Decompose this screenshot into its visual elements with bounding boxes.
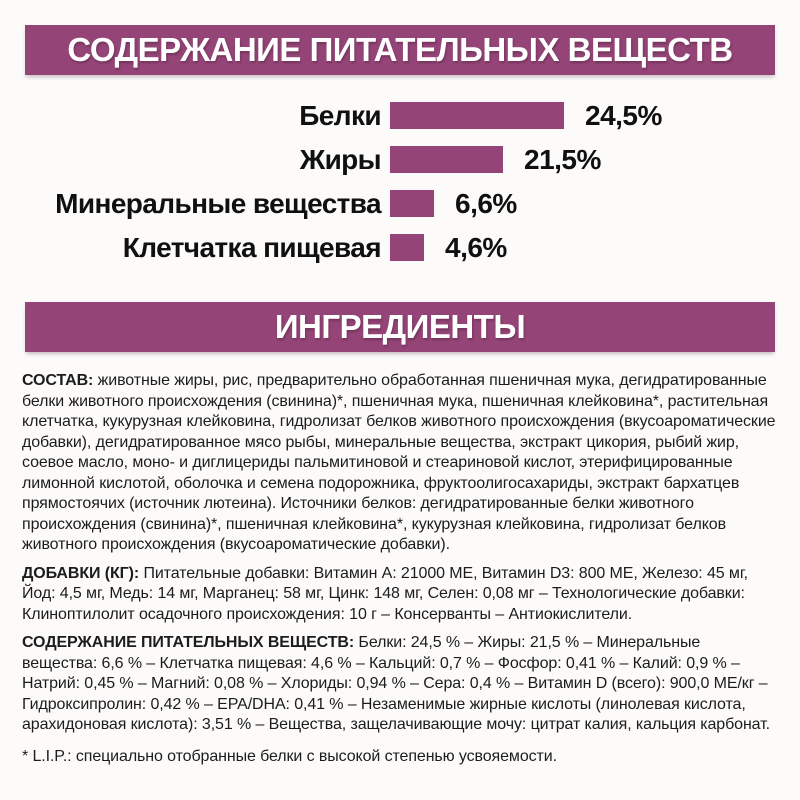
chart-category-label: Клетчатка пищевая	[122, 231, 381, 263]
chart-bar	[390, 190, 434, 217]
composition-body: животные жиры, рис, предварительно обработанная пшеничная мука, дегидратированные белки животного происхождения (свинина)*, пшеничная мука, пшеничная клейковина*, растительная клетчатка, кукурузная клейковина, гидролизат белков животного происхождения (вкусоароматические добавки), дегидратированное мясо рыбы, минеральные вещества, экстракт цикория, рыбий жир, соевое масло, моно- и диглицериды пальмитиновой и стеариновой кислот, этерифицированные лимонной кислотой, оболочка и семена подорожника, фруктоолигосахариды, экстракт бархатцев прямостоячих (источник лютеина). Источники белков: дегидратированные белки животного происхождения (свинина)*, пшеничная клейковина*, кукурузная клейковина, гидролизат белков животного происхождения (вкусоароматические добавки).	[22, 372, 776, 553]
composition-paragraph	[22, 371, 776, 556]
chart-row	[0, 187, 800, 219]
nutrients-header-title: СОДЕРЖАНИЕ ПИТАТЕЛЬНЫХ ВЕЩЕСТВ	[67, 31, 733, 68]
chart-category-label: Минеральные вещества	[55, 187, 381, 219]
nutrient-content-body: Белки: 24,5 % – Жиры: 21,5 % – Минеральные вещества: 6,6 % – Клетчатка пищевая: 4,6 % – Кальций: 0,7 % – Фосфор: 0,41 % – Калий: 0,9 % – Натрий: 0,45 % – Магний: 0,08 % – Хлориды: 0,94 % – Сера: 0,4 % – Витамин D (всего): 900,0 МЕ/кг – Гидроксипролин: 0,42 % – EPA/DHA: 0,41 % – Незаменимые жирные кислоты (линолевая кислота, арахидоновая кислота): 3,51 % – Вещества, защелачивающие мочу: цитрат калия, кальция карбонат.	[22, 634, 770, 733]
chart-category-label: Жиры	[299, 143, 381, 175]
ingredients-header-title: ИНГРЕДИЕНТЫ	[274, 308, 526, 345]
chart-bar	[390, 146, 503, 173]
composition-label: СОСТАВ:	[22, 372, 94, 389]
chart-value-label: 6,6%	[455, 187, 517, 219]
nutrients-header-banner	[25, 25, 775, 75]
chart-bar	[390, 102, 564, 129]
nutrient-bar-chart	[0, 99, 800, 263]
lip-footnote: * L.I.P.: специально отобранные белки с высокой степенью усвояемости.	[22, 747, 557, 765]
chart-row	[0, 99, 800, 131]
additives-body: Питательные добавки: Витамин A: 21000 МЕ, Витамин D3: 800 МЕ, Железо: 45 мг, Йод: 4,5 мг, Медь: 14 мг, Марганец: 58 мг, Цинк: 148 мг, Селен: 0,08 мг – Технологические добавки: Клиноптилолит осадочного происхождения: 10 г – Консерванты – Антиокислители.	[22, 564, 748, 623]
chart-value-label: 21,5%	[524, 143, 601, 175]
label-text-block	[22, 371, 776, 767]
ingredients-header-banner	[25, 302, 775, 352]
chart-value-label: 4,6%	[445, 231, 507, 263]
chart-category-label: Белки	[299, 99, 381, 131]
additives-paragraph	[22, 564, 776, 626]
nutrient-content-label: СОДЕРЖАНИЕ ПИТАТЕЛЬНЫХ ВЕЩЕСТВ:	[22, 634, 355, 651]
chart-row	[0, 143, 800, 175]
chart-row	[0, 231, 800, 263]
additives-label: ДОБАВКИ (КГ):	[22, 564, 140, 582]
chart-value-label: 24,5%	[585, 99, 662, 131]
nutrient-content-paragraph	[22, 633, 776, 736]
chart-bar	[390, 234, 424, 261]
